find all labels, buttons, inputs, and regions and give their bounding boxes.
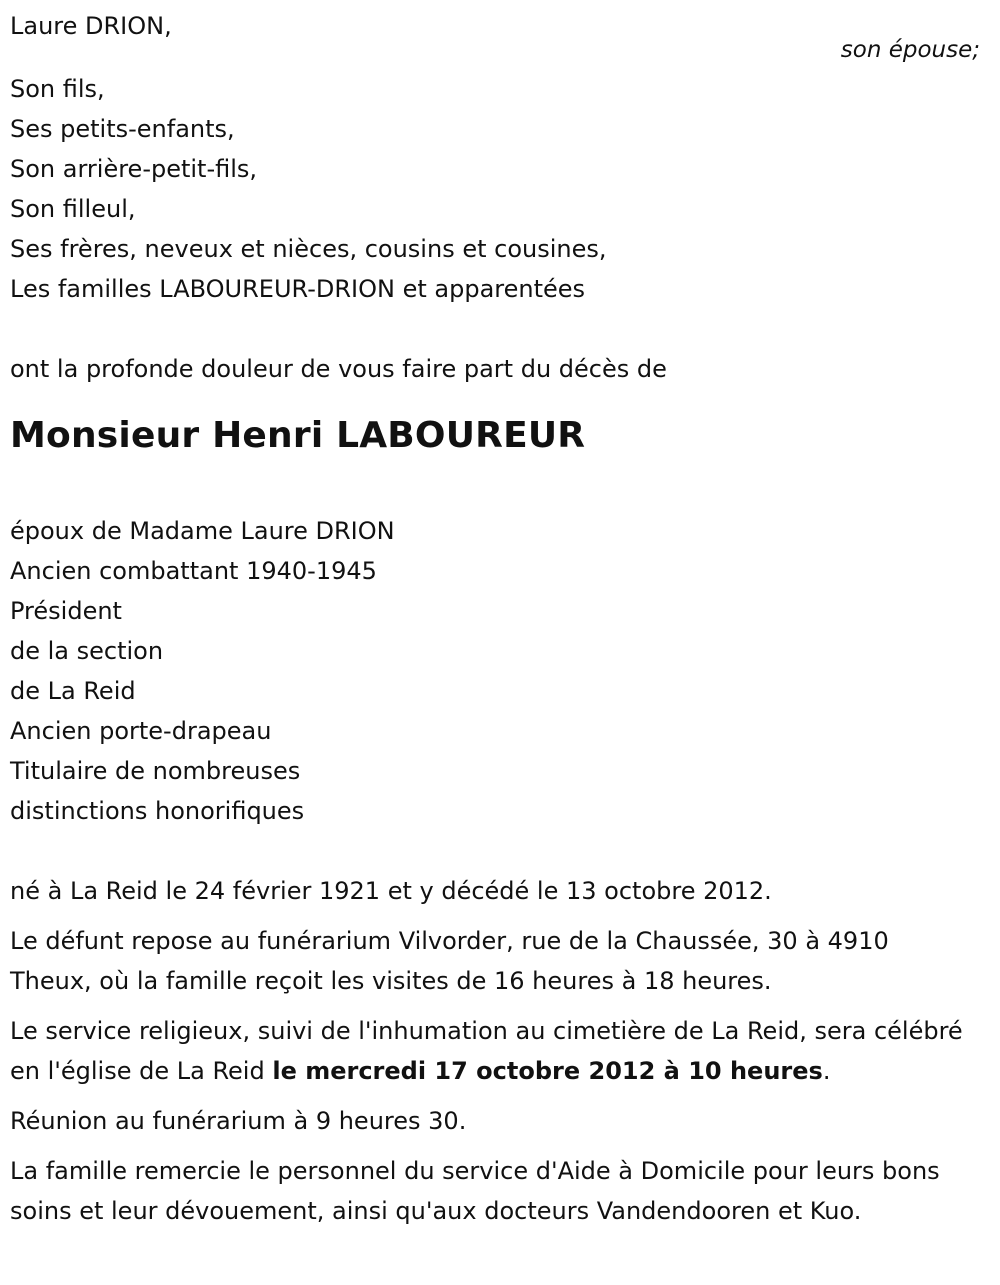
title-line: Ancien combattant 1940-1945	[10, 557, 377, 585]
family-member: Son arrière-petit-fils,	[10, 155, 258, 183]
spouse-role: son épouse;	[840, 37, 980, 63]
birth-death-info: né à La Reid le 24 février 1921 et y décédé le 13 octobre 2012.	[10, 877, 772, 905]
service-intro: Le service religieux, suivi de l'inhumation au cimetière de La Reid, sera célébré en l'église de La Reid	[10, 1017, 963, 1085]
deceased-name: Monsieur Henri LABOUREUR	[10, 415, 586, 456]
title-line: de La Reid	[10, 677, 136, 705]
service-date: le mercredi 17 octobre 2012 à 10 heures	[272, 1057, 823, 1085]
family-list	[10, 69, 990, 309]
spouse-name: Laure DRION,	[10, 12, 172, 40]
family-member: Ses frères, neveux et nièces, cousins et cousines,	[10, 235, 607, 263]
funeral-home-info: Le défunt repose au funérarium Vilvorder, rue de la Chaussée, 30 à 4910 Theux, où la famille reçoit les visites de 16 heures à 18 heures.	[10, 927, 889, 995]
title-line: Ancien porte-drapeau	[10, 717, 272, 745]
title-line: époux de Madame Laure DRION	[10, 517, 395, 545]
family-member: Les familles LABOUREUR-DRION et apparentées	[10, 275, 586, 303]
meeting-info: Réunion au funérarium à 9 heures 30.	[10, 1107, 467, 1135]
title-line: Titulaire de nombreuses	[10, 757, 301, 785]
announcement: ont la profonde douleur de vous faire part du décès de	[10, 355, 667, 383]
family-member: Ses petits-enfants,	[10, 115, 235, 143]
titles-list	[10, 511, 990, 831]
title-line: de la section	[10, 637, 164, 665]
title-line: distinctions honorifiques	[10, 797, 305, 825]
family-member: Son fils,	[10, 75, 105, 103]
family-member: Son filleul,	[10, 195, 136, 223]
thanks-info: La famille remercie le personnel du service d'Aide à Domicile pour leurs bons soins et leur dévouement, ainsi qu'aux docteurs Vandendooren et Kuo.	[10, 1157, 940, 1225]
header-row	[10, 6, 990, 63]
service-end: .	[822, 1057, 831, 1085]
service-info	[10, 1011, 990, 1091]
title-line: Président	[10, 597, 122, 625]
details-section	[10, 871, 990, 1231]
